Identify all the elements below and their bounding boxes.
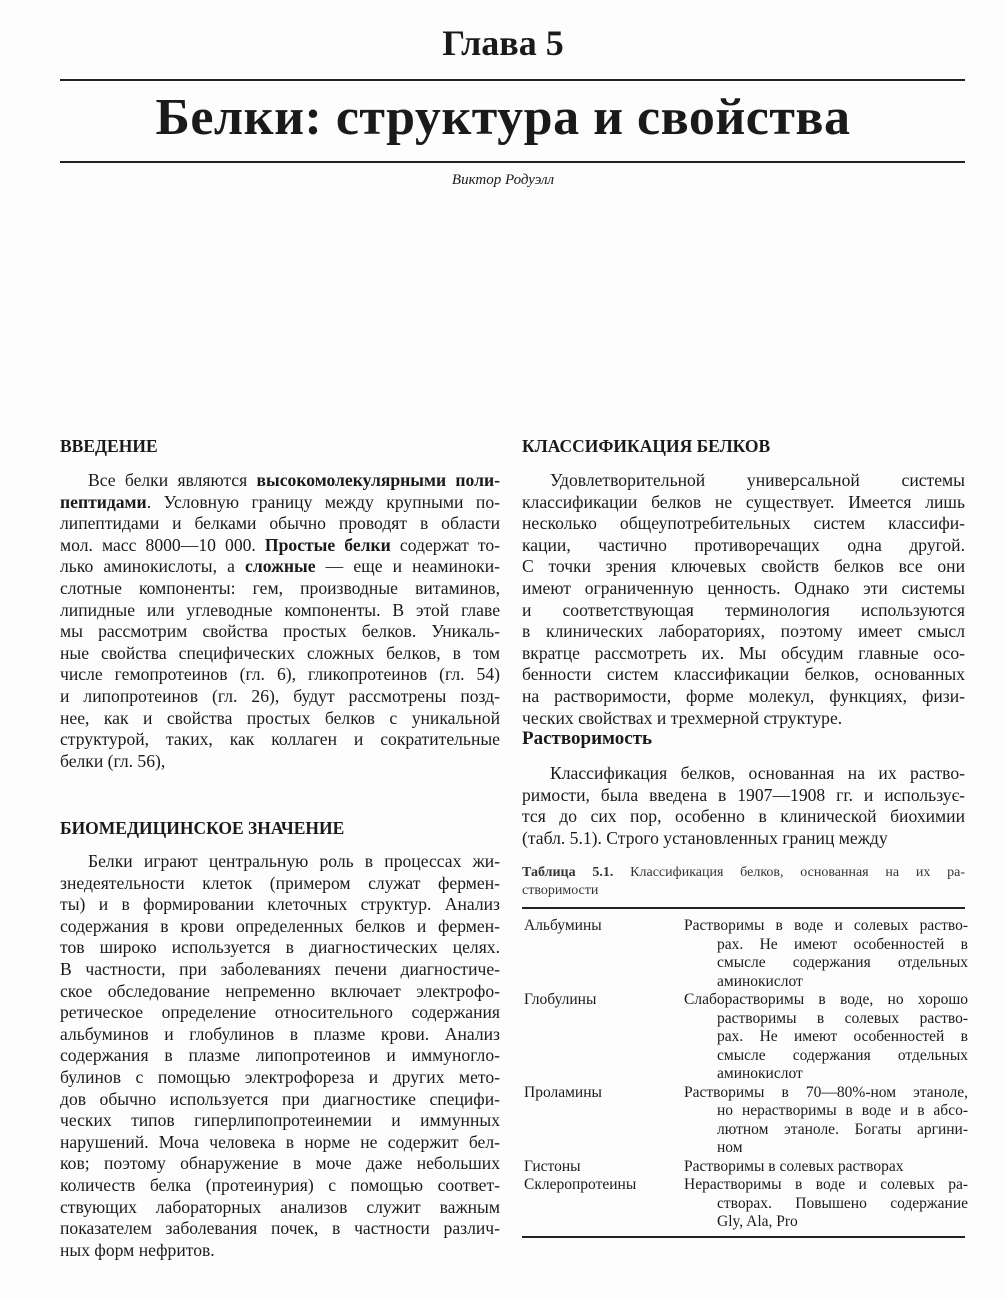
text-line: лютном этаноле. Богаты аргини- bbox=[717, 1120, 968, 1138]
protein-class-name: Склеропротеины bbox=[524, 1176, 637, 1193]
text-line: ные свойства специфических сложных белков, в том bbox=[60, 642, 500, 663]
text-line: альбуминов и глобулинов в плазме крови. Анализ bbox=[60, 1023, 500, 1044]
text-line: но нерастворимы в воде и в абсо- bbox=[717, 1102, 968, 1119]
solubility-paragraph bbox=[522, 763, 965, 849]
text-line: булинов с помощью электрофореза и других мето- bbox=[60, 1066, 500, 1087]
table-row bbox=[524, 991, 967, 1084]
text-line: мы рассмотрим свойства простых белков. Уникаль- bbox=[60, 621, 500, 642]
table-rule-top bbox=[522, 907, 965, 909]
text-line: белки (гл. 56), bbox=[60, 750, 166, 771]
header-rule-bottom bbox=[60, 161, 965, 163]
text-line: римости, была введена в 1907—1908 гг. и использує- bbox=[522, 784, 965, 805]
text-line: нее, как и свойства простых белков с уникальной bbox=[60, 707, 500, 728]
text-line: смысле содержания отдельных bbox=[717, 1046, 968, 1064]
section-heading-intro: ВВЕДЕНИЕ bbox=[60, 436, 158, 456]
text-line: аминокислот bbox=[717, 972, 803, 990]
text-line: числе гемопротеинов (гл. 6), гликопротеинов (гл. 54) bbox=[60, 664, 500, 685]
text-line: ретическое определение относительного содержания bbox=[60, 1002, 500, 1023]
text-line: на растворимости, форме молекул, функциях, физи- bbox=[522, 685, 965, 706]
text-line: дов обычно используется при диагностике специфи- bbox=[60, 1088, 500, 1109]
table-rule-bottom bbox=[522, 1236, 965, 1238]
text-line: показателем заболевания почек, в частности различ- bbox=[60, 1218, 500, 1239]
text-line: Gly, Ala, Pro bbox=[717, 1213, 798, 1230]
protein-class-description bbox=[684, 991, 968, 1084]
caption-line: Таблица 5.1. Классификация белков, основанная на их ра- bbox=[522, 865, 965, 880]
caption-line: створимости bbox=[522, 883, 599, 898]
section-heading-classification: КЛАССИФИКАЦИЯ БЕЛКОВ bbox=[522, 436, 771, 456]
text-line: вкратце рассмотреть их. Мы обсудим главные осо- bbox=[522, 642, 965, 663]
text-segment: . Условную границу между крупными по- bbox=[146, 491, 500, 512]
text-line: липептидами и белками обычно проводят в области bbox=[60, 513, 500, 534]
protein-class-description bbox=[684, 1158, 968, 1177]
protein-class-description bbox=[684, 1176, 968, 1232]
text-line: створах. Повышено содержание bbox=[717, 1194, 968, 1212]
text-line: С точки зрения ключевых свойств белков все они bbox=[522, 556, 965, 577]
chapter-number: Глава 5 bbox=[442, 23, 564, 63]
text-line: ческих свойствах и трехмерной структуре. bbox=[522, 707, 843, 728]
classification-paragraph bbox=[522, 470, 965, 729]
table-caption bbox=[522, 864, 965, 900]
protein-class-name: Глобулины bbox=[524, 991, 597, 1008]
text-line bbox=[60, 556, 500, 578]
subsection-heading-solubility: Растворимость bbox=[522, 728, 653, 749]
chapter-title: Белки: структура и свойства bbox=[155, 89, 851, 146]
text-line: ское обследование непременно включает электрофо- bbox=[60, 980, 500, 1001]
text-line: кации, частично противоречащих одна другой. bbox=[522, 534, 965, 555]
protein-class-description bbox=[684, 1084, 968, 1158]
text-line bbox=[60, 535, 500, 557]
bold-term: Простые белки bbox=[264, 534, 391, 555]
text-line: в клинических лабораториях, поэтому имеет смысл bbox=[522, 621, 965, 642]
text-line: аминокислот bbox=[717, 1065, 803, 1082]
text-segment: Все белки являются bbox=[88, 470, 257, 490]
text-line: нарушений. Моча человека в норме не содержит бел- bbox=[60, 1131, 500, 1152]
bold-term: сложные bbox=[245, 556, 316, 577]
text-line: смысле содержания отдельных bbox=[717, 954, 968, 971]
text-line: Белки играют центральную роль в процессах жи- bbox=[88, 851, 500, 871]
text-line: В частности, при заболеваниях печени диагностиче- bbox=[60, 958, 500, 979]
text-line: содержания в плазме липопротеинов и иммуногло- bbox=[60, 1045, 500, 1066]
text-line bbox=[60, 470, 500, 492]
text-line: Слаборастворимы в воде, но хорошо bbox=[684, 991, 968, 1008]
text-line: ческих типов гиперлипопротеинемии и иммунных bbox=[60, 1110, 500, 1131]
text-line: знедеятельности клеток (примером служат фермен- bbox=[60, 872, 500, 893]
table-row bbox=[524, 1084, 967, 1158]
table-row bbox=[524, 917, 967, 991]
text-line: количеств белка (протеинурия) с помощью соответ- bbox=[60, 1174, 500, 1195]
text-line: ты) и в формировании клеточных структур. Анализ bbox=[60, 894, 500, 915]
text-line: ных форм нефритов. bbox=[60, 1239, 215, 1260]
table-row bbox=[524, 1158, 967, 1177]
text-line: классификации белков не существует. Имеется лишь bbox=[522, 491, 965, 512]
text-line: Растворимы в воде и солевых раство- bbox=[684, 917, 968, 934]
text-line: содержания в крови определенных белков и фермен- bbox=[60, 915, 500, 936]
text-line: липидные или углеводные компоненты. В этой главе bbox=[60, 599, 500, 620]
text-line: структурой, таких, как коллаген и сократительные bbox=[60, 729, 500, 750]
caption-label: Таблица 5.1. bbox=[522, 865, 614, 880]
text-line: Классификация белков, основанная на их раство- bbox=[550, 763, 965, 783]
text-line: бенности систем классификации белков, основанных bbox=[522, 664, 965, 685]
text-segment: лько аминокислоты, а bbox=[60, 556, 246, 577]
protein-class-name: Альбумины bbox=[524, 917, 602, 934]
intro-paragraph bbox=[60, 470, 500, 772]
section-heading-biomedical: БИОМЕДИЦИНСКОЕ ЗНАЧЕНИЕ bbox=[60, 818, 345, 838]
text-line: слотные компоненты: гем, производные витаминов, bbox=[60, 577, 500, 598]
text-segment: — еще и неаминоки- bbox=[315, 556, 500, 577]
table-row bbox=[524, 1176, 967, 1232]
protein-class-name: Проламины bbox=[524, 1083, 602, 1101]
text-line: рах. Не имеют особенностей в bbox=[717, 935, 968, 953]
text-line: несколько общеупотребительных систем классифи- bbox=[522, 513, 965, 534]
text-line: (табл. 5.1). Строго установленных границ между bbox=[522, 827, 888, 848]
text-line: тов широко используется в диагностических целях. bbox=[60, 937, 500, 958]
solubility-table bbox=[524, 917, 967, 1232]
protein-class-name: Гистоны bbox=[524, 1157, 581, 1175]
author: Виктор Родуэлл bbox=[451, 172, 555, 188]
text-line: Растворимы в 70—80%-ном этаноле, bbox=[684, 1083, 968, 1101]
text-line: ном bbox=[717, 1139, 743, 1156]
text-line: и соответствующая терминология используются bbox=[522, 599, 965, 620]
text-segment: содержат то- bbox=[390, 534, 500, 555]
bold-term: высокомолекулярными поли- bbox=[256, 470, 500, 490]
text-line: ствующих лабораторных анализов служит важным bbox=[60, 1196, 500, 1217]
text-line: Растворимы в солевых растворах bbox=[684, 1157, 904, 1175]
text-segment: мол. масс 8000—10 000. bbox=[60, 534, 265, 555]
bold-term: пептидами bbox=[60, 491, 147, 512]
biomedical-paragraph bbox=[60, 851, 500, 1261]
header-rule-top bbox=[60, 79, 965, 81]
text-line: Нерастворимы в воде и солевых ра- bbox=[684, 1176, 968, 1193]
text-line: и липопротеинов (гл. 26), будут рассмотрены позд- bbox=[60, 685, 500, 706]
protein-class-description bbox=[684, 917, 968, 991]
text-line: растворимы в солевых раство- bbox=[717, 1009, 968, 1027]
text-line: имеют ограниченную ценность. Однако эти системы bbox=[522, 577, 965, 598]
text-line: ков; поэтому обнаружение в моче даже небольших bbox=[60, 1153, 500, 1174]
text-line bbox=[60, 492, 500, 514]
text-line: рах. Не имеют особенностей в bbox=[717, 1028, 968, 1045]
text-line: тся до сих пор, особенно в клинической биохимии bbox=[522, 806, 965, 827]
text-line: Удовлетворительной универсальной системы bbox=[550, 470, 965, 490]
